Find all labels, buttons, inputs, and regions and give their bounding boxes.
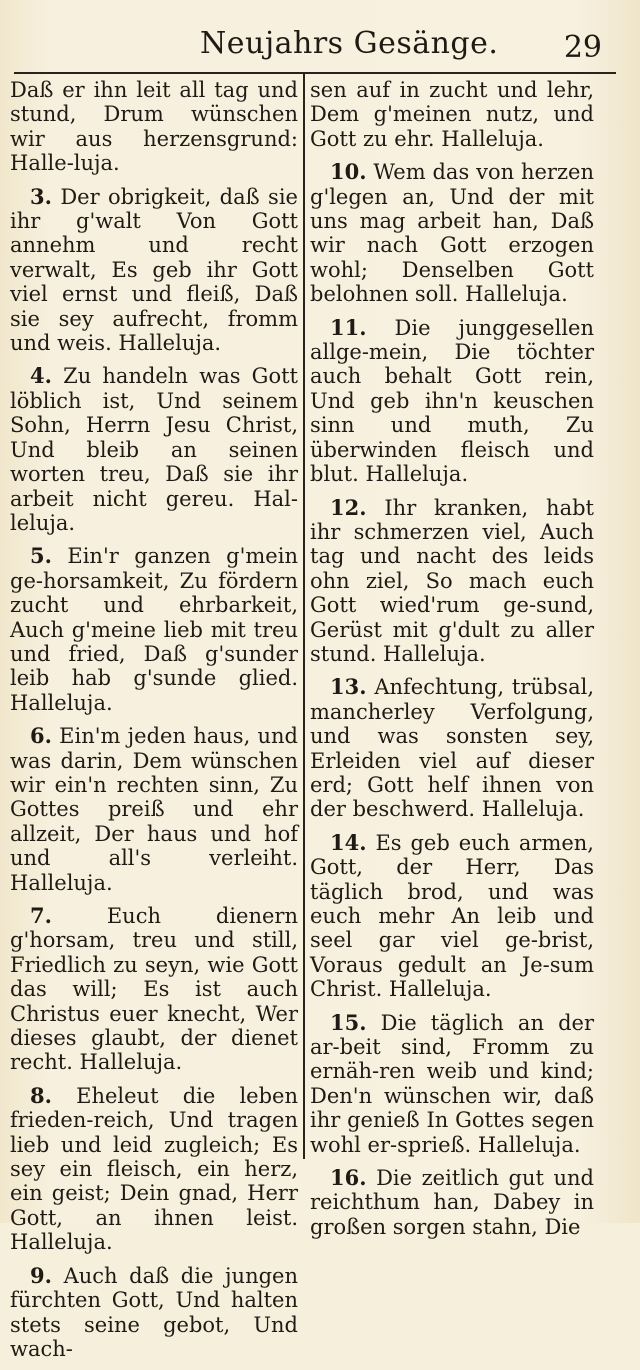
stanza-text: Euch dienern g'horsam, treu und still, Friedlich zu seyn, wie Gott das will; Es ist auch Christus euer knecht, Wer dieses glaubt, der dienet recht. Halleluja. — [10, 904, 298, 1075]
stanza-text: Eheleut die leben frieden-reich, Und tragen lieb und leid zugleich; Es sey ein fleisch, ein herz, ein geist; Dein gnad, Herr Gott, an ihnen leist. Halleluja. — [10, 1083, 298, 1255]
stanza-number: 6. — [30, 723, 52, 749]
stanza-number: 16. — [330, 1165, 367, 1191]
stanza — [10, 904, 298, 1075]
stanza-number: 10. — [330, 159, 367, 185]
stanza-text: Die zeitlich gut und reichthum han, Dabey in großen sorgen stahn, Die — [310, 1166, 594, 1239]
stanza — [310, 78, 594, 151]
stanza-text: Zu handeln was Gott löblich ist, Und seinem Sohn, Herrn Jesu Christ, Und bleib an seinen worten treu, Daß sie ihr arbeit nicht gereu. Hal-leluja. — [10, 364, 298, 535]
stanza — [10, 724, 298, 895]
right-column — [310, 78, 594, 1248]
stanza-text: Auch daß die jungen fürchten Gott, Und halten stets seine gebot, Und wach- — [10, 1263, 298, 1361]
stanza — [10, 78, 298, 176]
stanza-text: Wem das von herzen g'legen an, Und der mit uns mag arbeit han, Daß wir nach Gott erzogen wohl; Denselben Gott belohnen soll. Halleluja. — [310, 160, 594, 307]
stanza-number: 9. — [30, 1262, 52, 1288]
stanza-number: 8. — [30, 1082, 52, 1108]
stanza-number: 15. — [330, 1009, 367, 1035]
stanza-number: 5. — [30, 543, 52, 569]
stanza — [310, 316, 594, 487]
stanza — [310, 831, 594, 1002]
stanza — [310, 496, 594, 667]
stanza-text: Die junggesellen allge-mein, Die töchter auch behalt Gott rein, Und geb ihn'n keuschen sinn und muth, Zu überwinden fleisch und blut. Halleluja. — [310, 315, 594, 487]
stanza-number: 7. — [30, 903, 52, 928]
page-number: 29 — [563, 30, 602, 65]
stanza-number: 14. — [330, 829, 367, 855]
stanza — [10, 364, 298, 535]
left-column — [10, 78, 298, 1370]
stanza — [10, 544, 298, 715]
stanza — [10, 185, 298, 356]
column-divider — [303, 74, 305, 1159]
stanza — [310, 160, 594, 306]
stanza-text: Ein'm jeden haus, und was darin, Dem wünschen wir ein'n rechten sinn, Zu Gottes preiß und ehr allzeit, Der haus und hof und all's verleiht. Halleluja. — [10, 724, 298, 895]
stanza — [310, 675, 594, 821]
stanza-text: Der obrigkeit, daß sie ihr g'walt Von Gott annehm und recht verwalt, Es geb ihr Gott viel ernst und fleiß, Daß sie sey aufrecht, fromm und weis. Halleluja. — [10, 184, 298, 356]
stanza-text: Ein'r ganzen g'mein ge-horsamkeit, Zu fördern zucht und ehrbarkeit, Auch g'meine lieb mit treu und fried, Daß g'sunder leib hab g'sunde glied. Halleluja. — [10, 544, 298, 715]
stanza-text: Anfechtung, trübsal, mancherley Verfolgung, und was sonsten sey, Erleiden viel auf dieser erd; Gott helf ihnen von der beschwerd. Halleluja. — [310, 675, 594, 822]
stanza-number: 12. — [330, 494, 367, 520]
stanza-number: 3. — [30, 183, 52, 209]
stanza-text: sen auf in zucht und lehr, Dem g'meinen nutz, und Gott zu ehr. Halleluja. — [310, 78, 594, 151]
page-header — [14, 24, 616, 72]
stanza — [10, 1084, 298, 1255]
stanza-number: 11. — [330, 314, 367, 340]
stanza — [310, 1166, 594, 1239]
stanza-text: Daß er ihn leit all tag und stund, Drum wünschen wir aus herzensgrund: Halle-luja. — [10, 78, 298, 176]
running-title: Neujahrs Gesänge. — [200, 26, 499, 61]
stanza-text: Die täglich an der ar-beit sind, Fromm zu ernäh-ren weib und kind; Den'n wünschen wir, daß ihr genieß In Gottes segen wohl er-sprieß. Halleluja. — [310, 1010, 594, 1157]
stanza-text: Ihr kranken, habt ihr schmerzen viel, Auch tag und nacht des leids ohn ziel, So mach euch Gott wied'rum ge-sund, Gerüst mit g'dult zu aller stund. Halleluja. — [310, 495, 594, 666]
stanza-text: Es geb euch armen, Gott, der Herr, Das täglich brod, und was euch mehr An leib und seel gar viel ge-brist, Voraus gedult an Je-sum Christ. Halleluja. — [310, 830, 594, 1002]
header-rule — [14, 72, 616, 74]
stanza-number: 13. — [330, 674, 367, 700]
stanza — [310, 1011, 594, 1157]
stanza — [10, 1264, 298, 1362]
stanza-number: 4. — [30, 363, 52, 389]
